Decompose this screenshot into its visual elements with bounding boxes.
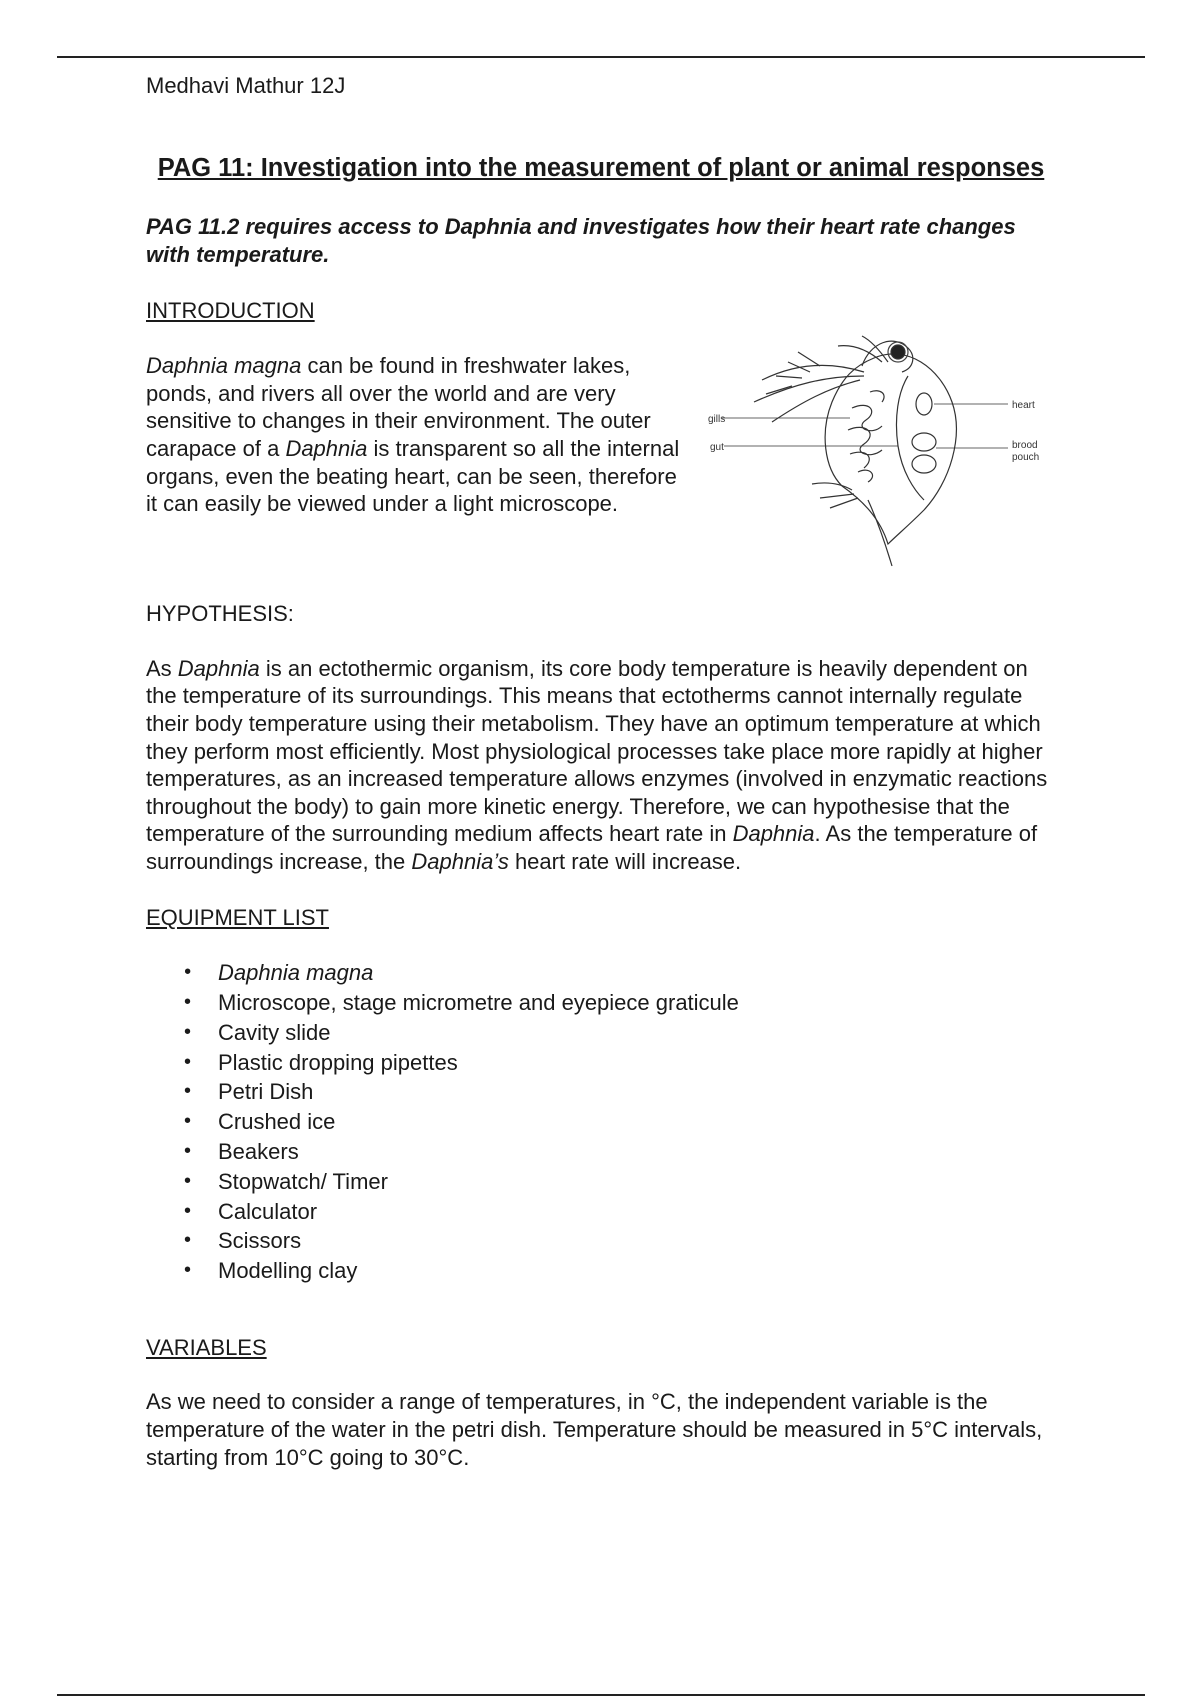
eye <box>891 345 905 359</box>
genus-name: Daphnia <box>177 655 260 681</box>
gut-label: gut <box>710 442 724 454</box>
daphnia-diagram <box>702 322 1070 568</box>
list-item: • Cavity slide <box>146 1018 1056 1048</box>
introduction-section <box>146 352 1056 572</box>
hypothesis-text <box>146 655 1056 876</box>
hypothesis-text-part: is an ectothermic organism, its core body temperature is heavily dependent on the temperature of its surroundings. This means that ectotherms cannot internally regulate their body temperature using their metabolism. They have an optimum temperature at which they perform most efficiently. Most physiological processes take place more rapidly at higher temperatures, as an increased temperature allows enzymes (involved in enzymatic reactions throughout the body) to gain more kinetic energy. Therefore, we can hypothesise that the temperature of the surrounding medium affects heart rate in <box>146 655 1048 847</box>
hypothesis-heading: HYPOTHESIS: <box>146 601 294 627</box>
brood-egg <box>912 433 936 451</box>
list-item: • Daphnia magna <box>146 958 1056 988</box>
variables-heading: VARIABLES <box>146 1334 267 1360</box>
list-item: • Petri Dish <box>146 1077 1056 1107</box>
genus-name: Daphnia <box>285 435 368 461</box>
heart <box>916 393 932 415</box>
list-item: • Microscope, stage micrometre and eyepiece graticule <box>146 988 1056 1018</box>
antenna-left <box>762 365 864 380</box>
list-item: • Beakers <box>146 1137 1056 1167</box>
species-name: Daphnia magna <box>146 353 302 379</box>
bottom-rule <box>57 1694 1145 1696</box>
document-body <box>146 72 1056 1471</box>
list-item: • Stopwatch/ Timer <box>146 1167 1056 1197</box>
list-item: • Crushed ice <box>146 1107 1056 1137</box>
author-name: Medhavi Mathur 12J <box>146 73 346 98</box>
page-title: PAG 11: Investigation into the measurement of plant or animal responses <box>157 153 1045 182</box>
equipment-heading: EQUIPMENT LIST <box>146 904 329 930</box>
variables-text: As we need to consider a range of temperatures, in °C, the independent variable is the temperature of the water in the petri dish. Temperature should be measured in 5°C intervals, starting from 10°C going to 30°C. <box>146 1389 1043 1470</box>
hypothesis-text-part: heart rate will increase. <box>508 848 742 874</box>
tail-spine <box>868 500 892 566</box>
intro-text-part: can be found in freshwater lakes, ponds, and rivers all over the world and are very sensitive to changes in their environment. The outer carapace of a <box>146 353 651 461</box>
brood-label: brood <box>1012 440 1038 452</box>
list-item: • Calculator <box>146 1197 1056 1227</box>
genus-name: Daphnia <box>732 821 815 847</box>
carapace-outline <box>825 354 956 544</box>
pouch-label: pouch <box>1012 452 1040 464</box>
gills-label: gills <box>708 414 726 426</box>
lead-statement: PAG 11.2 requires access to Daphnia and investigates how their heart rate changes with temperature. <box>146 213 1016 267</box>
genus-name: Daphnia’s <box>411 848 509 874</box>
hypothesis-text-part: As <box>146 655 178 681</box>
list-item: • Modelling clay <box>146 1256 1056 1286</box>
introduction-heading: INTRODUCTION <box>146 297 315 323</box>
intro-text-part: is transparent so all the internal organs, even the beating heart, can be seen, therefore it can easily be viewed under a light microscope. <box>146 435 680 517</box>
top-rule <box>57 56 1145 58</box>
list-item: • Scissors <box>146 1226 1056 1256</box>
introduction-text <box>146 352 686 518</box>
hypothesis-text-part: . As the temperature of surroundings increase, the <box>146 821 1038 874</box>
brood-egg <box>912 455 936 473</box>
heart-label: heart <box>1012 400 1035 412</box>
gills <box>848 406 882 483</box>
list-item: • Plastic dropping pipettes <box>146 1048 1056 1078</box>
equipment-list <box>146 958 1056 1286</box>
